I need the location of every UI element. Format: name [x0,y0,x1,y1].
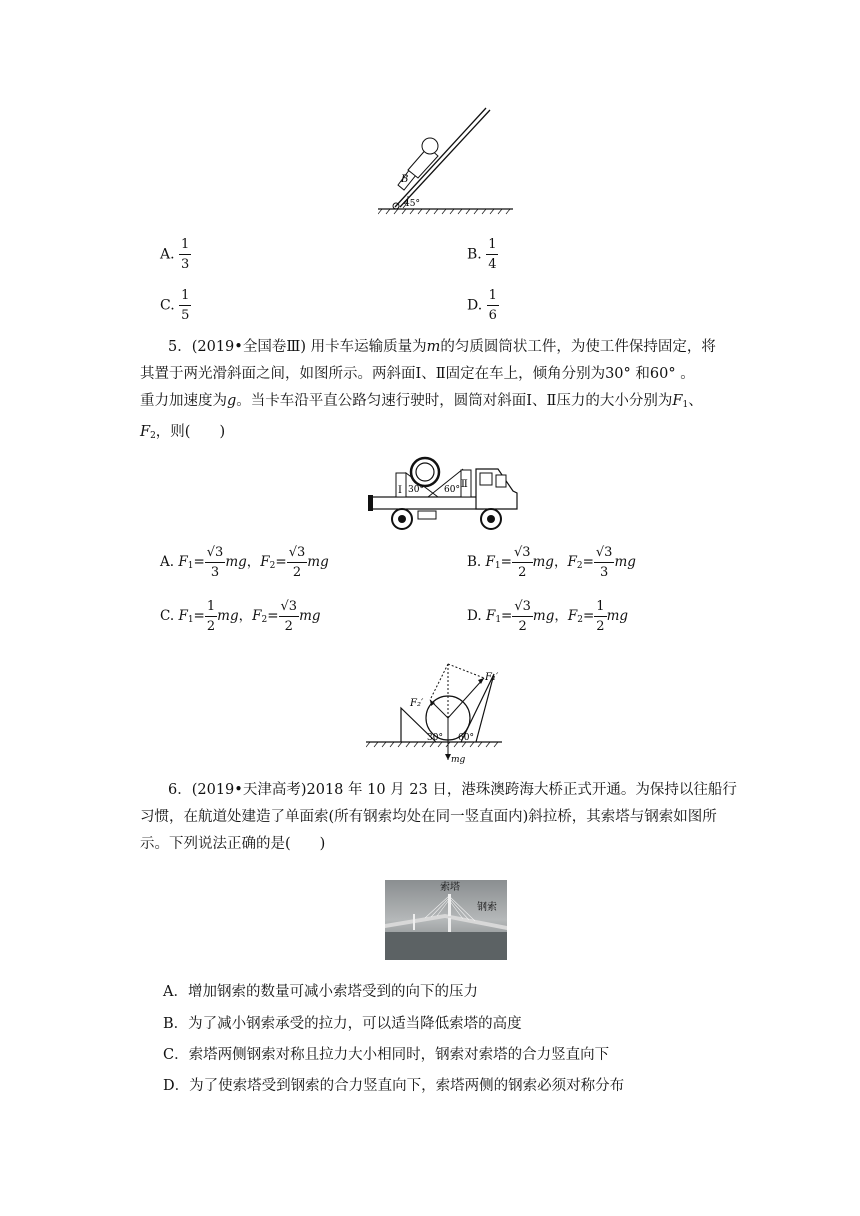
sub-1: 1 [682,400,689,410]
option-letter: C. [160,608,175,624]
q6-line1: 6．(2019•天津高考)2018 年 10 月 23 日，港珠澳跨海大桥正式开通。为保持以往船行 [168,782,737,798]
q4-option-d[interactable] [467,289,499,322]
f1-den: 3 [210,565,220,580]
f2-num: √3 [279,600,300,617]
force-diagram [366,660,506,768]
q5-line2: 其置于两光滑斜面之间，如图所示。两斜面Ⅰ、Ⅱ固定在车上，倾角分别为30° 和60° 。 [140,366,695,382]
option-letter: A. [160,246,175,263]
frac-den: 5 [181,308,190,323]
angle-60: 60° [444,485,460,495]
q6-option-c[interactable]: C．索塔两侧钢索对称且拉力大小相同时，钢索对索塔的合力竖直向下 [163,1047,610,1063]
q5-line3b: 。当卡车沿平直公路匀速行驶时，圆筒对斜面Ⅰ、Ⅱ压力的大小分别为 [236,393,673,409]
f1-num: 1 [205,600,217,617]
q6-option-d[interactable]: D．为了使索塔受到钢索的合力竖直向下，索塔两侧的钢索必须对称分布 [163,1078,625,1094]
angle-30: 30° [408,485,424,495]
label-i: Ⅰ [398,485,402,496]
mg: mg [217,608,239,624]
option-letter: B. [467,246,482,263]
truck-figure [368,455,523,533]
frac-den: 4 [488,257,497,272]
q6-stem [140,777,740,858]
option-letter: A. [160,554,175,570]
q4-option-a[interactable] [160,238,191,271]
q6-option-b[interactable]: B．为了减小钢索承受的拉力，可以适当降低索塔的高度 [163,1016,522,1032]
label-f1-prime: F₁′ [485,672,499,683]
q5-line4b: ，则( ) [155,424,226,440]
q5-option-c[interactable]: C. $F_1=$ $\frac{1}{2}$ mg，$F_2=$ $\frac{√3}{2}$ mg [160,599,321,634]
option-letter: B. [467,554,482,570]
q5-line3a: 重力加速度为 [140,393,227,409]
q5-option-d[interactable]: D. $F_1=$ $\frac{√3}{2}$ mg，$F_2=$ $\frac{1}{2}$ mg [467,599,629,634]
frac-num: 1 [486,238,498,255]
mg: mg [532,554,554,570]
f1-den: 2 [518,619,527,634]
var-g: g [227,393,237,409]
option-letter: C. [160,297,175,314]
q4-option-b[interactable] [467,238,498,271]
f2-num: 1 [594,600,606,617]
var-f1: F [672,393,683,409]
mg: mg [614,554,636,570]
f1-den: 2 [518,565,527,580]
mg: mg [299,608,321,624]
f2-num: √3 [287,546,308,563]
q5-option-b[interactable]: B. $F_1=$ $\frac{√3}{2}$ mg，$F_2=$ $\frac{√3}{3}$ mg [467,545,636,580]
frac-den: 6 [488,308,497,323]
label-b: B [401,174,409,185]
f1-num: √3 [512,546,533,563]
sub-2: 2 [150,431,156,441]
q4-option-c[interactable] [160,289,191,322]
label-mg: mg [451,755,466,765]
f1-num: √3 [512,600,533,617]
mg: mg [606,608,629,624]
q5-line1b: 的匀质圆筒状工件，为使工件保持固定，将 [440,339,716,355]
f1-num: √3 [205,546,226,563]
mg: mg [532,608,555,624]
q6-line3: 示。下列说法正确的是( ) [140,836,326,852]
label-ii: Ⅱ [461,479,468,490]
f2-den: 3 [600,565,609,580]
separator: 、 [688,393,703,409]
option-letter: D. [467,608,482,624]
f2-den: 2 [284,619,293,634]
frac-num: 1 [487,289,499,306]
angle-45: 45° [404,199,420,209]
label-f2-prime: F₂′ [410,698,424,709]
incline-figure [378,100,518,215]
q5-line1: 5．(2019•全国卷Ⅲ) 用卡车运输质量为 [168,339,427,355]
f1-den: 2 [206,619,216,634]
option-letter: D. [467,297,483,314]
label-tower: 索塔 [440,882,460,893]
label-30: 30° [427,733,443,743]
q6-option-a[interactable]: A．增加钢索的数量可减小索塔受到的向下的压力 [163,984,478,1000]
q5-option-a[interactable]: A. $F_1=$ $\frac{√3}{3}$ mg，$F_2=$ $\frac{√3}{2}$ mg [160,545,329,580]
q5-stem [140,334,740,450]
q6-line2: 习惯，在航道处建造了单面索(所有钢索均处在同一竖直面内)斜拉桥，其索塔与钢索如图所 [140,809,717,825]
f2-num: √3 [594,546,615,563]
var-m: m [426,339,441,355]
var-f2: F [140,424,151,440]
frac-num: 1 [179,289,191,306]
f2-den: 2 [292,565,302,580]
label-60: 60° [458,733,474,743]
mg: mg [307,554,329,570]
label-cable: 钢索 [477,902,497,913]
f2-den: 2 [596,619,605,634]
frac-num: 1 [179,238,191,255]
frac-den: 3 [181,257,190,272]
bridge-photo [385,880,507,960]
mg: mg [225,554,247,570]
